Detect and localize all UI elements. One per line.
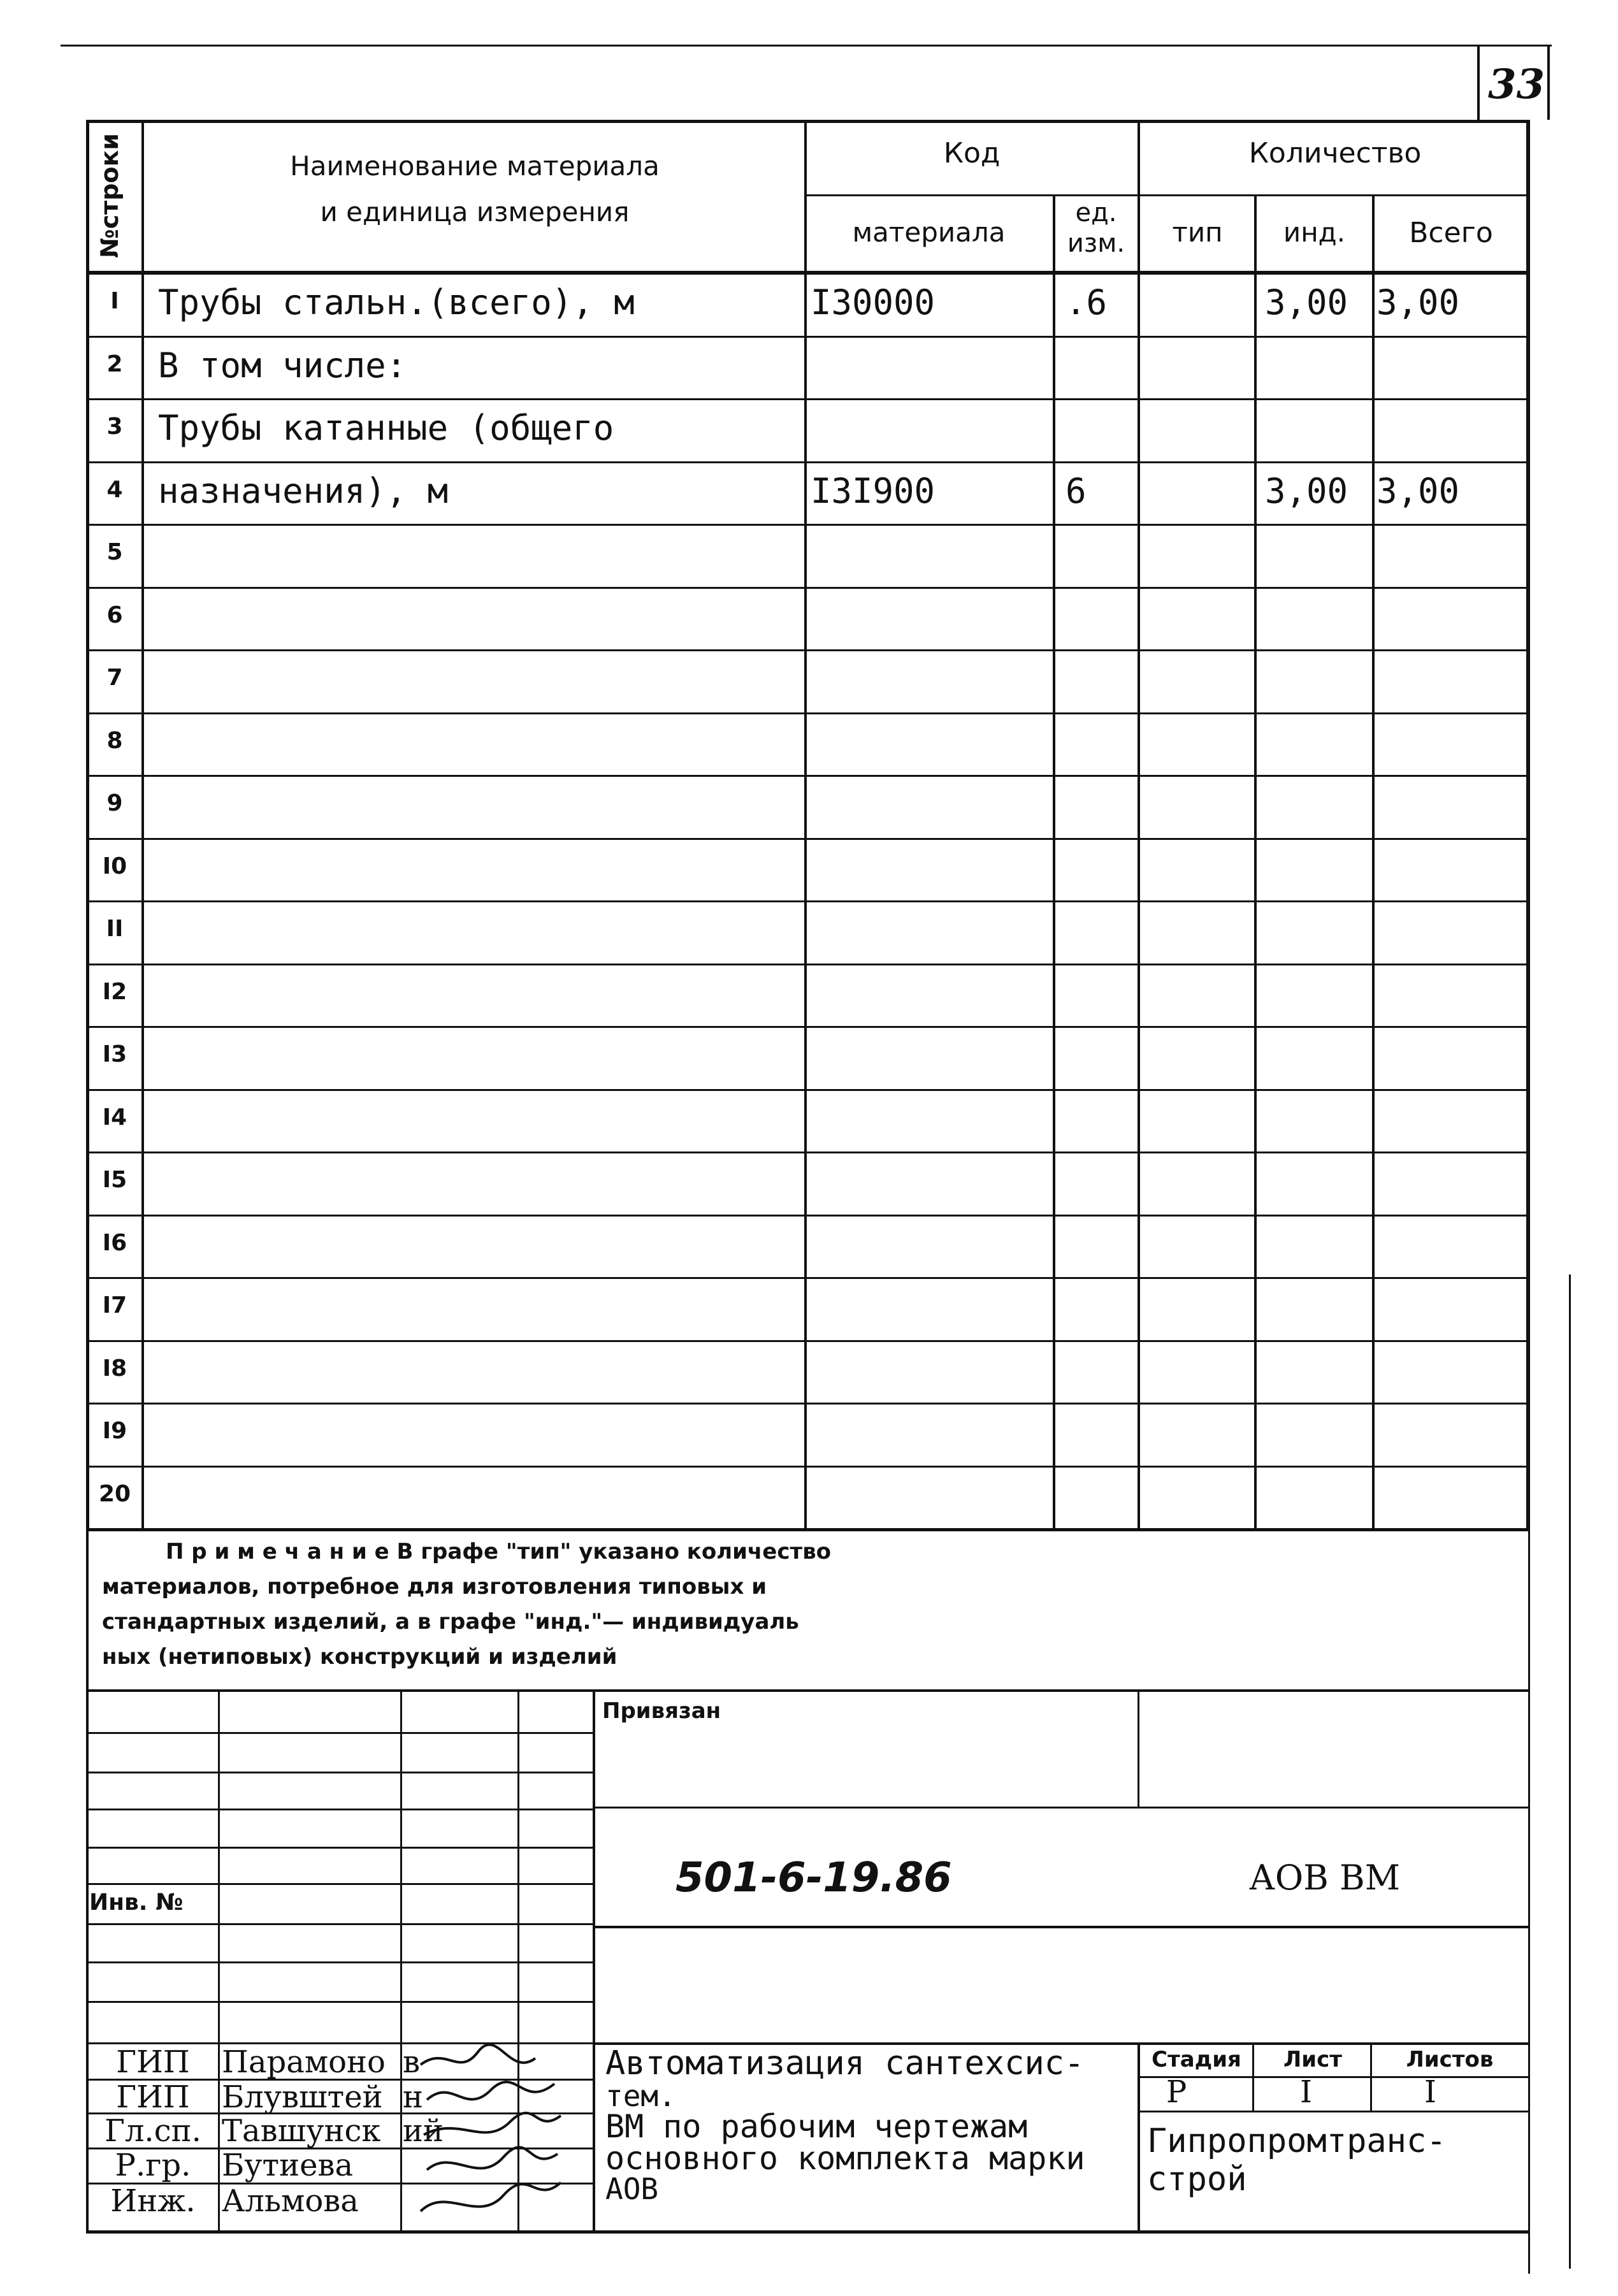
signer-name: Блувштей [222, 2079, 383, 2115]
material-name: Трубы катанные (общего [158, 408, 614, 448]
row-number: I4 [102, 1104, 127, 1130]
page-number-box-left [1477, 45, 1480, 120]
tb-grid-line [86, 1923, 593, 1925]
page-number-box-right [1547, 45, 1550, 120]
tb-grid-line [86, 2001, 593, 2003]
sheets-value: I [1424, 2074, 1436, 2110]
row-number: 20 [98, 1480, 131, 1507]
stage-divider [1252, 2042, 1254, 2111]
signer-extra: н [403, 2079, 423, 2115]
col-line-ind [1372, 194, 1375, 1531]
col-line-name [804, 120, 807, 1531]
quantity-header: Количество [1248, 137, 1422, 170]
title-org-divider [1138, 2042, 1140, 2234]
tb-grid-line [86, 1732, 593, 1734]
unit-code: 6 [1065, 470, 1087, 511]
sheet-label: Лист [1283, 2047, 1342, 2072]
privyazan-label: Привязан [602, 1698, 721, 1724]
note-line-2: материалов, потребное для изготовления типовых и [102, 1574, 767, 1599]
tb-grid-line [86, 1809, 593, 1810]
row-line [86, 1215, 1529, 1217]
tb-grid-line [86, 1961, 593, 1963]
row-number: 5 [106, 539, 123, 565]
row-number: I0 [102, 853, 127, 879]
row-line [86, 712, 1529, 714]
sheets-label: Листов [1406, 2047, 1494, 2072]
row-line [86, 1026, 1529, 1028]
qty-total-header: Всего [1409, 217, 1493, 249]
title-line-4: основного комплекта марки [605, 2140, 1085, 2177]
sheet-value: I [1300, 2074, 1312, 2110]
row-number: II [106, 916, 124, 942]
row-number: I9 [102, 1418, 127, 1444]
row-line [86, 1403, 1529, 1404]
col-line-rownum [141, 120, 144, 1531]
signer-extra: в [403, 2044, 421, 2080]
tb-grid-line [86, 1847, 593, 1849]
header-bottom-line [86, 271, 1529, 275]
material-code: I3I900 [811, 470, 935, 511]
row-number: 2 [106, 350, 123, 377]
row-line [86, 1152, 1529, 1153]
name-header: Наименование материала и единица измерения [290, 150, 660, 227]
signer-role: Инж. [110, 2183, 196, 2219]
row-line [86, 649, 1529, 651]
row-line [86, 336, 1529, 338]
code-material-header: материала [852, 217, 1006, 248]
tb-grid-line [86, 1772, 593, 1773]
material-name: Трубы стальн.(всего), м [158, 282, 635, 322]
page-number: 33 [1488, 61, 1545, 108]
tb-grid-line [86, 1883, 593, 1885]
row-line [86, 1277, 1529, 1279]
qty-ind: 3,00 [1265, 282, 1348, 322]
row-number-header: №строки [96, 133, 124, 258]
code-header: Код [943, 137, 1000, 170]
inv-no-label: Инв. № [89, 1889, 184, 1916]
privyazan-divider [1138, 1692, 1139, 1807]
row-number: I5 [102, 1167, 127, 1193]
row-line [86, 1089, 1529, 1091]
tb-col-4 [593, 1692, 595, 2234]
bottom-right-edge [1569, 1274, 1571, 2269]
row-number: 7 [106, 665, 123, 691]
row-number: 3 [106, 414, 123, 440]
stage-label: Стадия [1152, 2047, 1241, 2072]
org-line-2: строй [1147, 2160, 1247, 2199]
signer-extra: ий [403, 2113, 444, 2149]
row-line [86, 398, 1529, 400]
unit-code: .6 [1065, 282, 1108, 322]
title-line-1: Автоматизация сантехсис- [605, 2044, 1085, 2083]
code-row-bottom [593, 1926, 1529, 1928]
code-unit-header: ед. изм. [1067, 198, 1125, 258]
row-number: I7 [102, 1292, 127, 1318]
row-line [86, 900, 1529, 902]
qty-type-header: тип [1172, 217, 1223, 248]
row-line [86, 775, 1529, 777]
signatures-scribble [408, 2039, 574, 2230]
row-number: I2 [102, 978, 127, 1005]
privyazan-bottom [593, 1807, 1529, 1809]
document-mark: АОВ ВМ [1249, 1858, 1400, 1898]
signer-role: ГИП [116, 2044, 190, 2080]
document-code: 501-6-19.86 [675, 1854, 952, 1902]
signer-name: Тавшунск [222, 2113, 381, 2149]
row-number: 4 [106, 476, 123, 503]
signer-name: Парамоно [222, 2044, 386, 2080]
signer-role: Р.гр. [115, 2148, 191, 2183]
signer-name: Бутиева [222, 2148, 354, 2183]
signer-role: ГИП [116, 2079, 190, 2115]
material-name: В том числе: [158, 345, 407, 386]
row-line [86, 838, 1529, 840]
title-line-5: АОВ [605, 2172, 659, 2206]
qty-ind: 3,00 [1265, 470, 1348, 511]
stage-value: Р [1166, 2074, 1187, 2110]
signer-role: Гл.сп. [105, 2113, 201, 2149]
row-line [86, 587, 1529, 589]
sheet-divider [1370, 2042, 1372, 2111]
material-name: назначения), м [158, 470, 449, 511]
row-number: 6 [106, 602, 123, 628]
stage-label-bottom [1138, 2076, 1529, 2078]
row-number: I3 [102, 1041, 127, 1067]
title-line-2: тем. [605, 2079, 676, 2113]
row-line [86, 1340, 1529, 1342]
row-line [86, 964, 1529, 965]
row-number: I [110, 288, 119, 314]
col-line-type [1254, 194, 1257, 1531]
signer-name: Альмова [222, 2183, 359, 2219]
row-line [86, 524, 1529, 526]
org-line-1: Гипропромтранс- [1147, 2122, 1447, 2160]
main-table-frame [86, 120, 1529, 1531]
note-line-1: П р и м е ч а н и е В графе "тип" указано количество [166, 1539, 832, 1564]
qty-total: 3,00 [1376, 282, 1460, 322]
row-line [86, 461, 1529, 463]
row-line [86, 1466, 1529, 1468]
material-code: I30000 [811, 282, 935, 322]
row-number: 9 [106, 790, 123, 816]
qty-total: 3,00 [1376, 470, 1460, 511]
stage-value-bottom [1138, 2111, 1529, 2112]
row-number: I8 [102, 1355, 127, 1382]
row-number: 8 [106, 727, 123, 754]
col-line-code-end [1138, 120, 1140, 1531]
title-line-3: ВМ по рабочим чертежам [605, 2108, 1028, 2145]
note-line-3: стандартных изделий, а в графе "инд."— индивидуаль [102, 1609, 799, 1635]
note-line-4: ных (нетиповых) конструкций и изделий [102, 1644, 618, 1670]
col-line-unit [1053, 194, 1055, 1531]
qty-ind-header: инд. [1283, 217, 1346, 248]
header-mid-line [804, 194, 1528, 196]
row-number: I6 [102, 1229, 127, 1256]
top-border-line [61, 45, 1552, 47]
